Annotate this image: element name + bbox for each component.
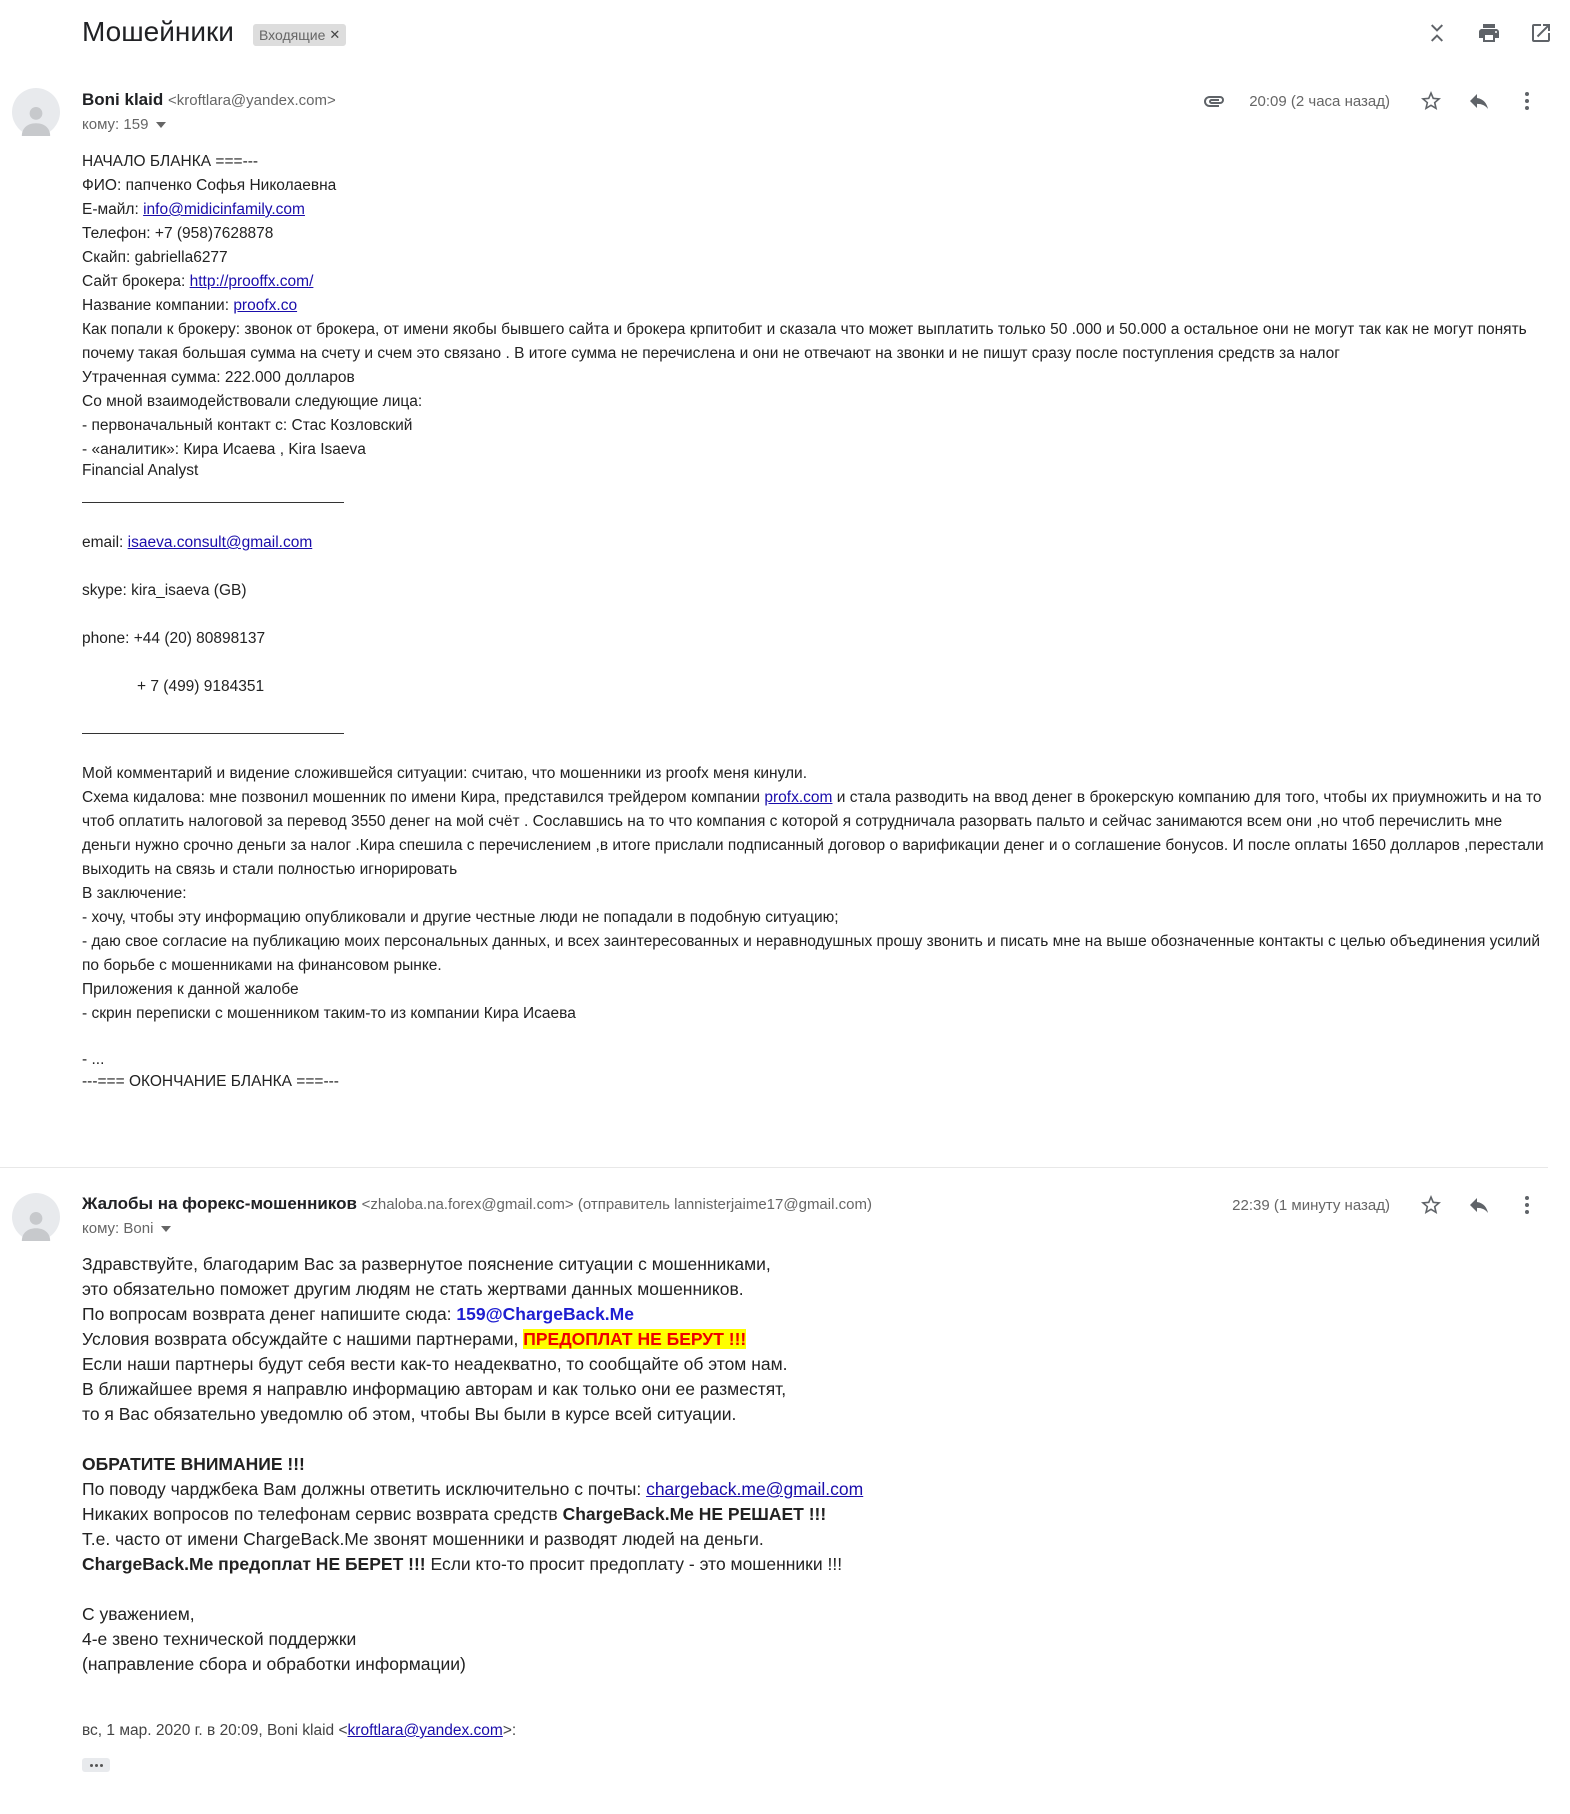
- analyst-email-line: [82, 531, 1552, 555]
- message-time: 22:39 (1 минуту назад): [1232, 1196, 1390, 1214]
- reply-line-3-text: По вопросам возврата денег напишите сюда:: [82, 1304, 457, 1324]
- reply-icon[interactable]: [1466, 1192, 1492, 1218]
- scheme-paragraph: [82, 786, 1552, 882]
- sender-email: <kroftlara@yandex.com>: [167, 92, 336, 109]
- msg2-meta: [1232, 1192, 1540, 1218]
- form-start: НАЧАЛО БЛАНКА ===---: [82, 153, 259, 170]
- quoted-message-header: [82, 1722, 516, 1740]
- cut-off-text: Financial Analyst: [82, 462, 199, 479]
- print-icon[interactable]: [1476, 20, 1502, 46]
- message-divider: [0, 1167, 1548, 1168]
- paperclip-icon: [1201, 88, 1227, 114]
- star-icon[interactable]: [1418, 1192, 1444, 1218]
- more-vert-icon[interactable]: [1514, 88, 1540, 114]
- quote-text-b: >:: [502, 1722, 517, 1739]
- warning-line-4-text: Если кто-то просит предоплату - это мошенники !!!: [425, 1554, 843, 1574]
- warning-line-2: [82, 1502, 1482, 1527]
- how-contacted-paragraph: Как попали к брокеру: звонок от брокера, от имени якобы бывшего сайта и брокера крпитобит и сказала что может выплатить только 50 .000 и 50.000 а остальное они не могут так как не могут понять почему такая большая сумма на счету и счем это связано . В итоге сумма не перечислена и они не отвечают на звонки и не пишут сразу после поступления средств за налог: [82, 321, 1527, 362]
- show-trimmed-content-button[interactable]: [82, 1758, 110, 1772]
- remove-label-icon[interactable]: ✕: [329, 27, 341, 42]
- broker-site-link[interactable]: http://prooffx.com/: [189, 273, 314, 290]
- cut-off-line: [82, 462, 1552, 479]
- warning-heading-text: ОБРАТИТЕ ВНИМАНИЕ !!!: [82, 1454, 305, 1474]
- comment-line: Мой комментарий и видение сложившейся ситуации: считаю, что мошенники из proofx меня кинули.: [82, 765, 808, 782]
- reply-line-2: это обязательно поможет другим людям не стать жертвами данных мошенников.: [82, 1279, 744, 1299]
- collapse-all-icon[interactable]: [1424, 20, 1450, 46]
- warning-line-2-bold: ChargeBack.Me НЕ РЕШАЕТ !!!: [562, 1504, 827, 1524]
- msg1-body: [82, 150, 1552, 1094]
- broker-site-label: Сайт брокера:: [82, 273, 190, 290]
- attachment-item-2: - ...: [82, 1051, 105, 1068]
- recipient-text: кому: 159: [82, 116, 149, 133]
- scheme-text-a: Схема кидалова: мне позвонил мошенник по имени Кира, представился трейдером компании: [82, 789, 765, 806]
- conclusion-heading: В заключение:: [82, 885, 187, 902]
- thread-subject: Мошейники: [82, 16, 234, 47]
- sender-name: Жалобы на форекс-мошенников: [82, 1194, 357, 1213]
- full-name-line: ФИО: папченко Софья Николаевна: [82, 177, 337, 194]
- reply-line-1: Здравствуйте, благодарим Вас за развернутое пояснение ситуации с мошенниками,: [82, 1254, 771, 1274]
- chargeback-email-link[interactable]: chargeback.me@gmail.com: [646, 1479, 864, 1499]
- ellipsis-dot: [100, 1764, 103, 1767]
- email-line: [82, 198, 1552, 222]
- no-prepayment-highlight: ПРЕДОПЛАТ НЕ БЕРУТ !!!: [523, 1329, 747, 1349]
- msg1-recipients[interactable]: [82, 116, 166, 133]
- lost-amount-line: Утраченная сумма: 222.000 долларов: [82, 369, 355, 386]
- inbox-label-chip: [253, 24, 346, 46]
- quote-email-link[interactable]: kroftlara@yandex.com: [347, 1722, 503, 1739]
- analyst-phone2-line: + 7 (499) 9184351: [137, 678, 265, 695]
- company-label: Название компании:: [82, 297, 234, 314]
- msg1-sender[interactable]: [82, 90, 336, 110]
- star-icon[interactable]: [1418, 88, 1444, 114]
- ellipsis-dot: [90, 1764, 93, 1767]
- analyst-phone-line: phone: +44 (20) 80898137: [82, 630, 266, 647]
- label-text: Входящие: [259, 27, 326, 43]
- sender-name: Boni klaid: [82, 90, 164, 109]
- message-time: 20:09 (2 часа назад): [1249, 92, 1390, 110]
- warning-line-1-text: По поводу чарджбека Вам должны ответить исключительно с почты:: [82, 1479, 647, 1499]
- chargeback-address: 159@ChargeBack.Me: [456, 1304, 634, 1324]
- chevron-down-icon[interactable]: [161, 1226, 171, 1232]
- warning-line-1: [82, 1477, 1482, 1502]
- broker-site-line: [82, 270, 1552, 294]
- phone-line: Телефон: +7 (958)7628878: [82, 225, 274, 242]
- msg1-meta: [1201, 88, 1540, 114]
- default-avatar-icon: [19, 1207, 53, 1241]
- warning-line-4-bold: ChargeBack.Me предоплат НЕ БЕРЕТ !!!: [82, 1554, 426, 1574]
- reply-line-5: Если наши партнеры будут себя вести как-то неадекватно, то сообщайте об этом нам.: [82, 1354, 788, 1374]
- analyst-skype-line: skype: kira_isaeva (GB): [82, 582, 247, 599]
- attachment-item-1: - скрин переписки с мошенником таким-то из компании Кира Исаева: [82, 1005, 576, 1022]
- open-in-new-window-icon[interactable]: [1528, 20, 1554, 46]
- more-vert-icon[interactable]: [1514, 1192, 1540, 1218]
- email-link[interactable]: info@midicinfamily.com: [143, 201, 305, 218]
- conclusion-item-1: - хочу, чтобы эту информацию опубликовали и другие честные люди не попадали в подобную ситуацию;: [82, 909, 839, 926]
- conclusion-item-2: - даю свое согласие на публикацию моих персональных данных, и всех заинтересованных и неравнодушных прошу звонить и писать мне на выше обозначенные контакты с целью объединения усилий по борьбе с мошенниками на финансовом рынке.: [82, 933, 1540, 974]
- first-contact-line: - первоначальный контакт с: Стас Козловский: [82, 417, 413, 434]
- form-end: ---=== ОКОНЧАНИЕ БЛАНКА ===---: [82, 1073, 339, 1090]
- reply-line-7: то я Вас обязательно уведомлю об этом, чтобы Вы были в курсе всей ситуации.: [82, 1404, 737, 1424]
- warning-heading: [82, 1452, 1482, 1477]
- analyst-email-link[interactable]: isaeva.consult@gmail.com: [127, 534, 313, 551]
- recipient-text: кому: Boni: [82, 1220, 154, 1237]
- warning-line-3: Т.е. часто от имени ChargeBack.Me звонят мошенники и разводят людей на деньги.: [82, 1529, 764, 1549]
- reply-line-3: [82, 1302, 1482, 1327]
- reply-line-6: В ближайшее время я направлю информацию авторам и как только они ее разместят,: [82, 1379, 787, 1399]
- chevron-down-icon[interactable]: [156, 122, 166, 128]
- signature-line-3: (направление сбора и обработки информации): [82, 1654, 466, 1674]
- contacts-heading: Со мной взаимодействовали следующие лица:: [82, 393, 423, 410]
- company-link[interactable]: proofx.co: [233, 297, 298, 314]
- signature-line-2: 4-е звено технической поддержки: [82, 1629, 357, 1649]
- attachments-heading: Приложения к данной жалобе: [82, 981, 299, 998]
- warning-line-2-text: Никаких вопросов по телефонам сервис возврата средств: [82, 1504, 563, 1524]
- sender-avatar[interactable]: [12, 88, 60, 136]
- reply-line-4: [82, 1327, 1482, 1352]
- email-label: Е-майл:: [82, 201, 144, 218]
- skype-line: Скайп: gabriella6277: [82, 249, 228, 266]
- reply-line-4-text: Условия возврата обсуждайте с нашими партнерами,: [82, 1329, 524, 1349]
- sender-avatar-2[interactable]: [12, 1193, 60, 1241]
- warning-line-4: [82, 1552, 1482, 1577]
- profx-link[interactable]: profx.com: [764, 789, 833, 806]
- analyst-line: - «аналитик»: Кира Исаева , Kira Isaeva: [82, 441, 366, 458]
- analyst-email-label: email:: [82, 534, 128, 551]
- quote-text-a: вс, 1 мар. 2020 г. в 20:09, Boni klaid <: [82, 1722, 348, 1739]
- sender-email: <zhaloba.na.forex@gmail.com> (отправитель lannisterjaime17@gmail.com): [361, 1196, 872, 1213]
- msg2-sender[interactable]: [82, 1194, 872, 1214]
- default-avatar-icon: [19, 102, 53, 136]
- thread-toolbar: [1424, 20, 1554, 46]
- signature-line-1: С уважением,: [82, 1604, 195, 1624]
- msg2-body: [82, 1252, 1482, 1677]
- company-line: [82, 294, 1552, 318]
- reply-icon[interactable]: [1466, 88, 1492, 114]
- ellipsis-dot: [95, 1764, 98, 1767]
- scheme-text-b: и стала разводить на ввод денег в брокерскую компанию для того, чтобы их приумножить и на то чтоб оплатить налоговой за перевод 3550 денег на мой счёт . Сославшись на то что компания с которой я сотрудничала разорвать пальто и сейчас занимаются всем они ,но чтоб перечислить мне деньги нужно срочно деньги за налог .Кира спешила с перечислением ,в итоге прислали подписанный договор о варификации денег и о соглашение бонусов. И после оплаты 1650 долларов ,перестали выходить на связь и стали полностью игнорировать: [82, 789, 1544, 878]
- msg2-recipients[interactable]: [82, 1220, 171, 1237]
